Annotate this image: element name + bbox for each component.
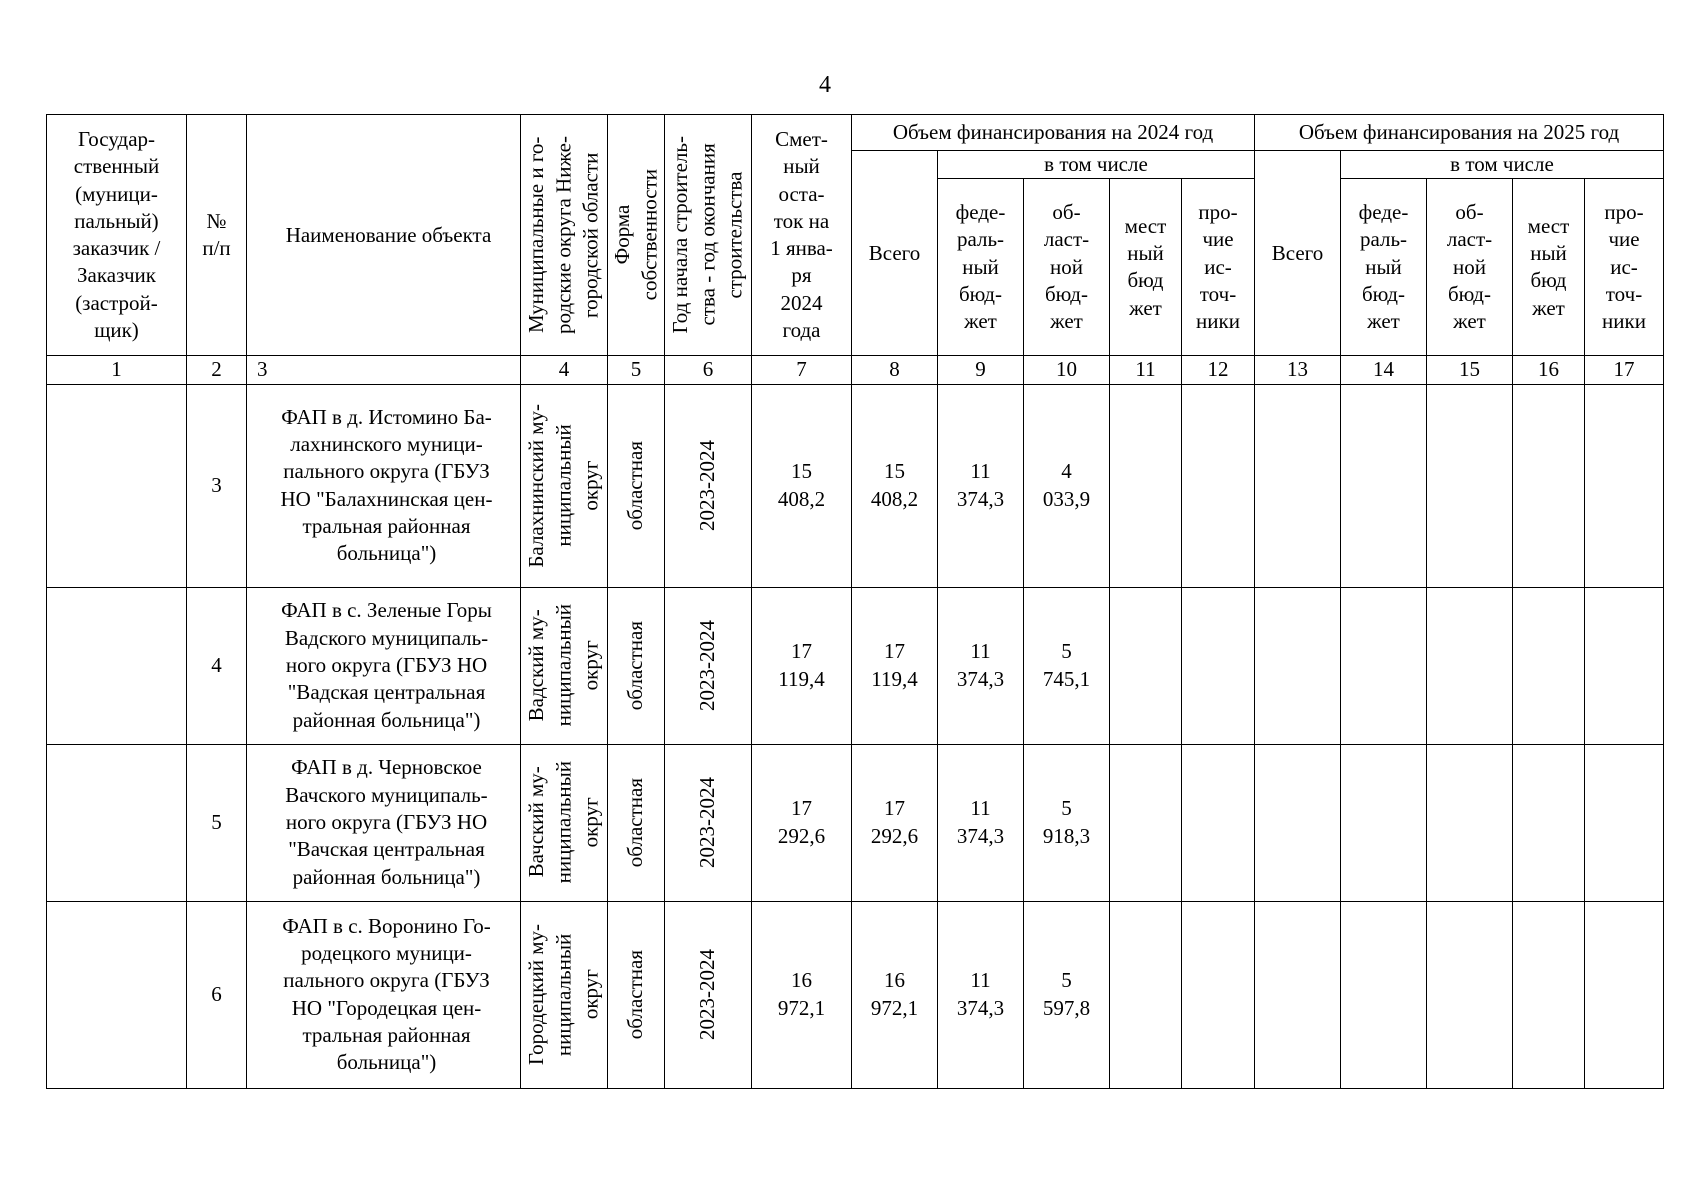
regional-2025-cell — [1427, 384, 1513, 587]
years-text: 2023-2024 — [695, 620, 720, 712]
header-total-2025: Всего — [1255, 151, 1341, 356]
column-number: 13 — [1255, 356, 1341, 384]
header-ownership — [608, 115, 665, 356]
financing-table — [46, 114, 1664, 1089]
regional-2024-cell: 5 918,3 — [1024, 744, 1110, 901]
local-2025-cell — [1513, 384, 1585, 587]
ownership-text: областная — [623, 950, 648, 1040]
municipal-cell — [521, 587, 608, 744]
years-cell — [665, 587, 752, 744]
column-number: 16 — [1513, 356, 1585, 384]
header-municipal — [521, 115, 608, 356]
header-other-2025: про- чие ис- точ- ники — [1585, 179, 1664, 356]
regional-2024-cell: 5 597,8 — [1024, 901, 1110, 1088]
header-customer: Государ- ственный (муници- пальный) заказчик / Заказчик (застрой- щик) — [47, 115, 187, 356]
municipal-cell — [521, 384, 608, 587]
header-other-2024: про- чие ис- точ- ники — [1182, 179, 1255, 356]
total-2025-cell — [1255, 744, 1341, 901]
ownership-cell — [608, 744, 665, 901]
total-2024-cell: 16 972,1 — [852, 901, 938, 1088]
regional-2024-cell: 4 033,9 — [1024, 384, 1110, 587]
local-2024-cell — [1110, 901, 1182, 1088]
municipal-cell — [521, 901, 608, 1088]
header-funding-2025: Объем финансирования на 2025 год — [1255, 115, 1664, 151]
other-2024-cell — [1182, 384, 1255, 587]
federal-2025-cell — [1341, 384, 1427, 587]
ownership-text: областная — [623, 621, 648, 711]
column-number: 1 — [47, 356, 187, 384]
total-2024-cell: 15 408,2 — [852, 384, 938, 587]
header-estimate: Смет- ный оста- ток на 1 янва- ря 2024 года — [752, 115, 852, 356]
years-text: 2023-2024 — [695, 777, 720, 869]
other-2024-cell — [1182, 901, 1255, 1088]
table-row — [47, 384, 1664, 587]
other-2025-cell — [1585, 901, 1664, 1088]
municipal-text: Балахнинский му- ниципальный округ — [524, 403, 603, 568]
federal-2024-cell: 11 374,3 — [938, 384, 1024, 587]
header-local-2025: мест ный бюд жет — [1513, 179, 1585, 356]
header-total-2024: Всего — [852, 151, 938, 356]
ownership-cell — [608, 901, 665, 1088]
header-number: № п/п — [187, 115, 247, 356]
regional-2024-cell: 5 745,1 — [1024, 587, 1110, 744]
other-2024-cell — [1182, 744, 1255, 901]
table-row — [47, 901, 1664, 1088]
number-cell: 4 — [187, 587, 247, 744]
header-regional-2025: об- ласт- ной бюд- жет — [1427, 179, 1513, 356]
total-2025-cell — [1255, 587, 1341, 744]
estimate-cell: 17 119,4 — [752, 587, 852, 744]
municipal-text: Городецкий му- ниципальный округ — [524, 924, 603, 1066]
local-2024-cell — [1110, 384, 1182, 587]
column-number: 17 — [1585, 356, 1664, 384]
total-2025-cell — [1255, 901, 1341, 1088]
column-number-row — [47, 356, 1664, 384]
header-including-2024: в том числе — [938, 151, 1255, 179]
local-2025-cell — [1513, 901, 1585, 1088]
header-federal-2024: феде- раль- ный бюд- жет — [938, 179, 1024, 356]
table-row — [47, 587, 1664, 744]
table-body — [47, 384, 1664, 1088]
column-number: 12 — [1182, 356, 1255, 384]
header-including-2025: в том числе — [1341, 151, 1664, 179]
local-2025-cell — [1513, 744, 1585, 901]
federal-2024-cell: 11 374,3 — [938, 901, 1024, 1088]
column-number: 2 — [187, 356, 247, 384]
regional-2025-cell — [1427, 587, 1513, 744]
total-2024-cell: 17 119,4 — [852, 587, 938, 744]
header-regional-2024: об- ласт- ной бюд- жет — [1024, 179, 1110, 356]
customer-cell — [47, 744, 187, 901]
column-number: 4 — [521, 356, 608, 384]
object-name-cell: ФАП в д. Черновское Вачского муниципаль- ного округа (ГБУЗ НО "Вачская центральная районная больница") — [247, 744, 521, 901]
number-cell: 3 — [187, 384, 247, 587]
federal-2025-cell — [1341, 587, 1427, 744]
column-number: 11 — [1110, 356, 1182, 384]
header-funding-2024: Объем финансирования на 2024 год — [852, 115, 1255, 151]
local-2025-cell — [1513, 587, 1585, 744]
ownership-cell — [608, 384, 665, 587]
column-number: 7 — [752, 356, 852, 384]
other-2025-cell — [1585, 587, 1664, 744]
years-text: 2023-2024 — [695, 949, 720, 1041]
header-years-text: Год начала строитель- ства - год окончания строительства — [668, 136, 747, 334]
header-federal-2025: феде- раль- ный бюд- жет — [1341, 179, 1427, 356]
column-number: 14 — [1341, 356, 1427, 384]
column-number: 6 — [665, 356, 752, 384]
federal-2024-cell: 11 374,3 — [938, 744, 1024, 901]
object-name-cell: ФАП в д. Истомино Ба- лахнинского муници- пального округа (ГБУЗ НО "Балахнинская цен- тральная районная больница") — [247, 384, 521, 587]
page-number: 4 — [819, 72, 831, 98]
column-number: 9 — [938, 356, 1024, 384]
column-number: 15 — [1427, 356, 1513, 384]
object-name-cell: ФАП в с. Воронино Го- родецкого муници- пального округа (ГБУЗ НО "Городецкая цен- тральная районная больница") — [247, 901, 521, 1088]
federal-2024-cell: 11 374,3 — [938, 587, 1024, 744]
column-number: 10 — [1024, 356, 1110, 384]
ownership-text: областная — [623, 778, 648, 868]
total-2025-cell — [1255, 384, 1341, 587]
municipal-cell — [521, 744, 608, 901]
other-2025-cell — [1585, 384, 1664, 587]
header-local-2024: мест ный бюд жет — [1110, 179, 1182, 356]
header-ownership-text: Форма собственности — [609, 169, 661, 301]
header-object-name: Наименование объекта — [247, 115, 521, 356]
header-municipal-text: Муниципальные и го- родские округа Ниже- городской области — [524, 136, 603, 335]
number-cell: 5 — [187, 744, 247, 901]
local-2024-cell — [1110, 744, 1182, 901]
other-2024-cell — [1182, 587, 1255, 744]
years-cell — [665, 744, 752, 901]
ownership-cell — [608, 587, 665, 744]
local-2024-cell — [1110, 587, 1182, 744]
ownership-text: областная — [623, 441, 648, 531]
customer-cell — [47, 901, 187, 1088]
column-number: 3 — [247, 356, 521, 384]
table-row — [47, 744, 1664, 901]
years-text: 2023-2024 — [695, 440, 720, 532]
customer-cell — [47, 384, 187, 587]
regional-2025-cell — [1427, 744, 1513, 901]
regional-2025-cell — [1427, 901, 1513, 1088]
federal-2025-cell — [1341, 744, 1427, 901]
other-2025-cell — [1585, 744, 1664, 901]
municipal-text: Вачский му- ниципальный округ — [524, 761, 603, 884]
total-2024-cell: 17 292,6 — [852, 744, 938, 901]
estimate-cell: 15 408,2 — [752, 384, 852, 587]
estimate-cell: 16 972,1 — [752, 901, 852, 1088]
years-cell — [665, 901, 752, 1088]
federal-2025-cell — [1341, 901, 1427, 1088]
table-header — [47, 115, 1664, 385]
column-number: 5 — [608, 356, 665, 384]
number-cell: 6 — [187, 901, 247, 1088]
estimate-cell: 17 292,6 — [752, 744, 852, 901]
municipal-text: Вадский му- ниципальный округ — [524, 604, 603, 727]
header-years — [665, 115, 752, 356]
years-cell — [665, 384, 752, 587]
object-name-cell: ФАП в с. Зеленые Горы Вадского муниципаль- ного округа (ГБУЗ НО "Вадская центральная районная больница") — [247, 587, 521, 744]
column-number: 8 — [852, 356, 938, 384]
customer-cell — [47, 587, 187, 744]
